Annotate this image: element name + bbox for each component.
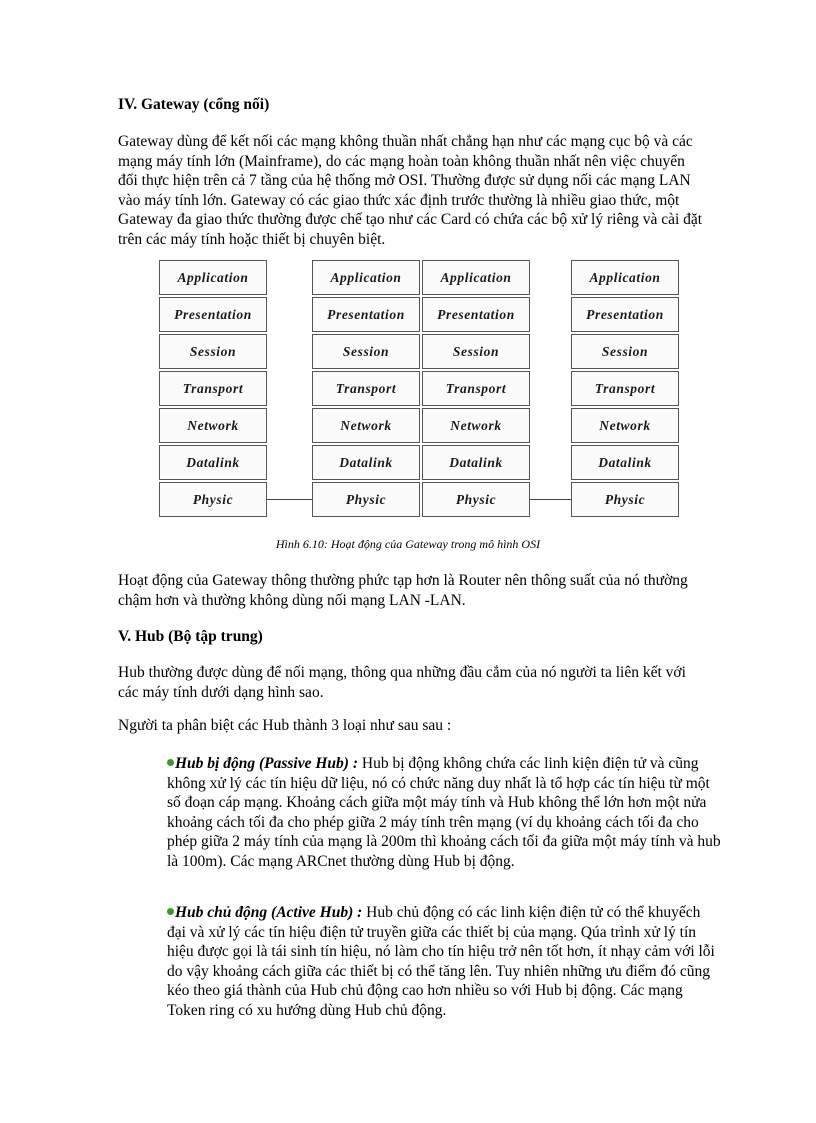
layer-session: Session [571, 334, 679, 369]
layer-presentation: Presentation [159, 297, 267, 332]
layer-network: Network [159, 408, 267, 443]
layer-session: Session [159, 334, 267, 369]
layer-network: Network [422, 408, 530, 443]
physical-link-left [267, 499, 312, 500]
layer-transport: Transport [422, 371, 530, 406]
layer-transport: Transport [159, 371, 267, 406]
figure-caption: Hình 6.10: Hoạt động của Gateway trong mô hình OSI [275, 537, 541, 551]
layer-datalink: Datalink [312, 445, 420, 480]
osi-stack-gateway-b [422, 260, 530, 519]
gateway-performance-paragraph: Hoạt động của Gateway thông thường phức tạp hơn là Router nên thông suất của nó thường chậm hơn và thường không dùng nối mạng LAN -LAN. [118, 572, 688, 609]
green-bullet-icon [167, 908, 174, 915]
hub-intro-paragraph: Hub thường được dùng để nối mạng, thông qua những đầu cắm của nó người ta liên kết với các máy tính dưới dạng hình sao. [118, 664, 686, 701]
layer-network: Network [571, 408, 679, 443]
list-item-passive-hub [167, 754, 723, 871]
layer-presentation: Presentation [312, 297, 420, 332]
term-passive-hub: Hub bị động (Passive Hub) : [175, 755, 358, 772]
layer-presentation: Presentation [571, 297, 679, 332]
term-active-hub: Hub chủ động (Active Hub) : [175, 904, 363, 921]
osi-gateway-diagram [159, 260, 667, 519]
passive-hub-description: Hub bị động không chứa các linh kiện điện tử và cũng không xử lý các tín hiệu dữ liệu, nó có chức năng duy nhất là tổ hợp các tín hiệu từ một số đoạn cáp mạng. Khoảng cách giữa một máy tính và Hub không thể lớn hơn một nửa khoảng cách tối đa cho phép giữa 2 máy tính trên mạng (ví dụ khoảng cách tối đa cho phép giữa 2 máy tính của mạng là 200m thì khoảng cách tối đa giữa một máy tính và hub là 100m). Các mạng ARCnet thường dùng Hub bị động. [167, 755, 721, 870]
layer-datalink: Datalink [159, 445, 267, 480]
layer-physic: Physic [422, 482, 530, 517]
layer-application: Application [571, 260, 679, 295]
layer-session: Session [422, 334, 530, 369]
list-item-active-hub [167, 903, 723, 1020]
layer-physic: Physic [312, 482, 420, 517]
osi-stack-left [159, 260, 267, 519]
layer-presentation: Presentation [422, 297, 530, 332]
osi-stack-right [571, 260, 679, 519]
layer-physic: Physic [159, 482, 267, 517]
section-heading-gateway: IV. Gateway (cổng nối) [118, 96, 270, 113]
section-heading-hub: V. Hub (Bộ tập trung) [118, 628, 263, 645]
physical-link-right [530, 499, 571, 500]
active-hub-description: Hub chủ động có các linh kiện điện tử có thể khuyếch đại và xử lý các tín hiệu điện tử truyền giữa các thiết bị của mạng. Qúa trình xử lý tín hiệu được gọi là tái sinh tín hiệu, nó làm cho tín hiệu trở nên tốt hơn, ít nhạy cảm với lỗi do vậy khoảng cách giữa các thiết bị có thể tăng lên. Tuy nhiên những ưu điểm đó cũng kéo theo giá thành của Hub chủ động cao hơn nhiều so với Hub bị động. Các mạng Token ring có xu hướng dùng Hub chủ động. [167, 904, 715, 1019]
layer-transport: Transport [571, 371, 679, 406]
layer-network: Network [312, 408, 420, 443]
layer-physic: Physic [571, 482, 679, 517]
hub-types-intro: Người ta phân biệt các Hub thành 3 loại như sau sau : [118, 717, 452, 734]
layer-application: Application [312, 260, 420, 295]
gateway-paragraph: Gateway dùng để kết nối các mạng không thuần nhất chẳng hạn như các mạng cục bộ và các mạng máy tính lớn (Mainframe), do các mạng hoàn toàn không thuần nhất nên việc chuyển đổi thực hiện trên cả 7 tầng của hệ thống mở OSI. Thường được sử dụng nối các mạng LAN vào máy tính lớn. Gateway có các giao thức xác định trước thường là nhiều giao thức, một Gateway đa giao thức thường được chế tạo như các Card có chứa các bộ xử lý riêng và cài đặt trên các máy tính hoặc thiết bị chuyên biệt. [118, 133, 703, 248]
layer-datalink: Datalink [422, 445, 530, 480]
layer-datalink: Datalink [571, 445, 679, 480]
osi-stack-gateway-a [312, 260, 420, 519]
layer-session: Session [312, 334, 420, 369]
layer-transport: Transport [312, 371, 420, 406]
layer-application: Application [159, 260, 267, 295]
green-bullet-icon [167, 759, 174, 766]
layer-application: Application [422, 260, 530, 295]
